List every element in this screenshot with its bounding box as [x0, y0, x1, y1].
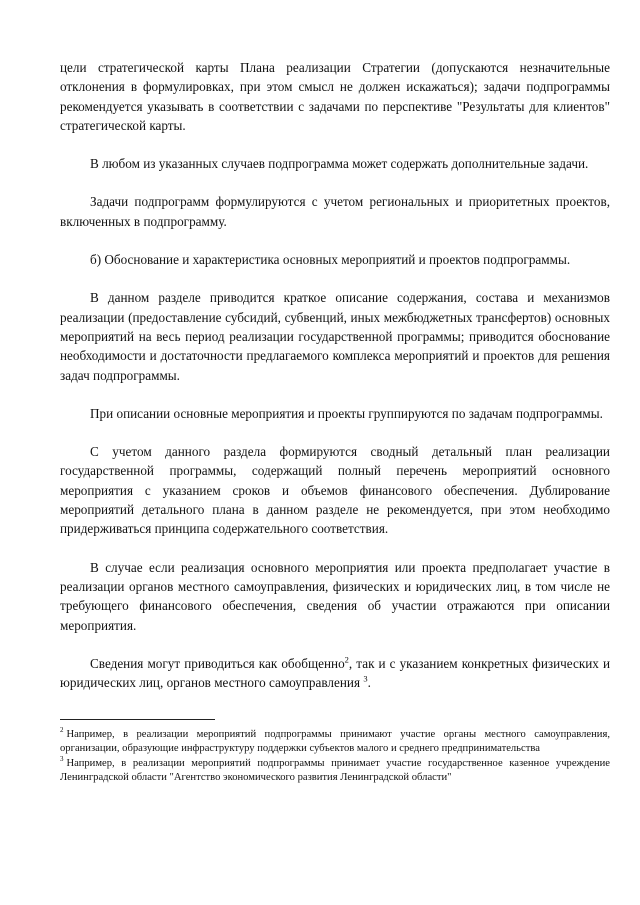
paragraph-section-description: В данном разделе приводится краткое описание содержания, состава и механизмов реализации (предоставление субсидий, субвенций, иных межбюджетных трансфертов) основных мероприятий на весь период реализации государственной программы; приводится обоснование необходимости и достаточности предлагаемого комплекса мероприятий и проектов для решения задач подпрограммы. [60, 290, 610, 383]
footnote-text: Например, в реализации мероприятий подпрограммы принимает участие государственное казенное учреждение Ленинградской области "Агентство экономического развития Ленинградской области" [60, 757, 610, 784]
footnote-reference[interactable]: 3 [363, 673, 368, 684]
paragraph-text-part: Сведения могут приводиться как обобщенно [90, 655, 345, 671]
document-body [60, 58, 610, 711]
paragraph-additional-tasks: В любом из указанных случаев подпрограмма может содержать дополнительные задачи. [90, 156, 589, 172]
footnote-item [60, 728, 610, 757]
footnote-separator [60, 719, 215, 720]
footnote-mark: 2 [60, 726, 64, 735]
paragraph-strategic-map-goals: цели стратегической карты Плана реализации Стратегии (допускаются незначительные отклонения в формулировках, при этом смысл не должен искажаться); задачи подпрограммы рекомендуется указывать в соответствии с задачами по перспективе "Результаты для клиентов" стратегической карты. [60, 60, 610, 133]
footnote-reference[interactable]: 2 [344, 654, 349, 665]
paragraph-text-part: . [367, 675, 371, 691]
paragraph-local-government-participation: В случае если реализация основного мероприятия или проекта предполагает участие в реализации органов местного самоуправления, физических и юридических лиц, в том числе не требующего финансового обеспечения, сведения об участии отражаются при описании мероприятия. [60, 559, 610, 633]
footnote-text: Например, в реализации мероприятий подпрограммы принимают участие органы местного самоуправления, организации, образующие инфраструктуру поддержки субъектов малого и среднего предпринимательства [60, 729, 610, 755]
paragraph-grouping: При описании основные мероприятия и проекты группируются по задачам подпрограммы. [90, 405, 603, 421]
paragraph-subprogram-tasks: Задачи подпрограмм формулируются с учетом региональных и приоритетных проектов, включенных в подпрограмму. [60, 194, 610, 229]
footnote-item [60, 757, 610, 786]
paragraph-text-part: , так и с указанием конкретных физических и юридических лиц, органов местного самоуправления [60, 655, 610, 691]
section-heading-justification: б) Обоснование и характеристика основных мероприятий и проектов подпрограммы. [90, 252, 571, 268]
paragraph-participants-info [60, 654, 610, 693]
footnote-mark: 3 [60, 755, 64, 764]
paragraph-detailed-plan: С учетом данного раздела формируются сводный детальный план реализации государственной программы, содержащий полный перечень мероприятий основного мероприятия с указанием сроков и объемов финансового обеспечения. Дублирование мероприятий детального плана в данном разделе не рекомендуется, при этом необходимо придерживаться принципа содержательного соответствия. [60, 444, 610, 537]
footnotes-section [60, 719, 610, 786]
